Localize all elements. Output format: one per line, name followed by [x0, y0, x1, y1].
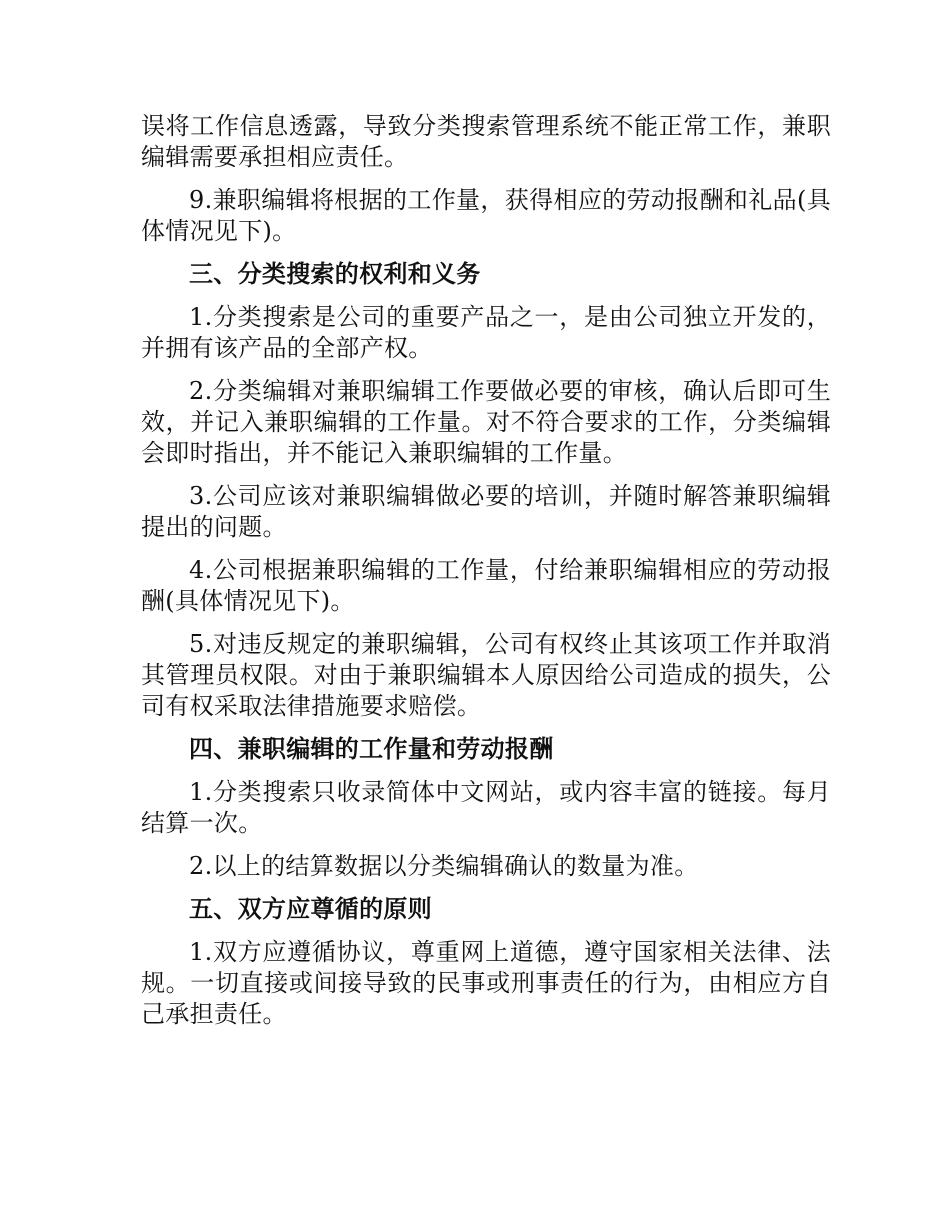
paragraph-continuation: 误将工作信息透露，导致分类搜索管理系统不能正常工作，兼职编辑需要承担相应责任。	[141, 112, 831, 171]
paragraph-4-item-1: 1.分类搜索只收录简体中文网站，或内容丰富的链接。每月结算一次。	[141, 778, 831, 837]
paragraph-4-item-2: 2.以上的结算数据以分类编辑确认的数量为准。	[189, 852, 699, 880]
paragraph-3-item-2: 2.分类编辑对兼职编辑工作要做必要的审核，确认后即可生效，并记入兼职编辑的工作量。对不符合要求的工作，分类编辑会即时指出，并不能记入兼职编辑的工作量。	[141, 377, 831, 467]
section-heading-4: 四、兼职编辑的工作量和劳动报酬	[189, 735, 554, 763]
section-heading-3: 三、分类搜索的权利和义务	[189, 260, 481, 288]
document-page	[141, 111, 831, 1042]
paragraph-item-9: 9.兼职编辑将根据的工作量，获得相应的劳动报酬和礼品(具体情况见下)。	[141, 186, 831, 245]
section-heading-5: 五、双方应尊循的原则	[189, 895, 432, 923]
paragraph-5-item-1: 1.双方应遵循协议，尊重网上道德，遵守国家相关法律、法规。一切直接或间接导致的民事或刑事责任的行为，由相应方自己承担责任。	[141, 938, 831, 1028]
paragraph-3-item-5: 5.对违反规定的兼职编辑，公司有权终止其该项工作并取消其管理员权限。对由于兼职编辑本人原因给公司造成的损失，公司有权采取法律措施要求赔偿。	[141, 630, 831, 720]
paragraph-3-item-4: 4.公司根据兼职编辑的工作量，付给兼职编辑相应的劳动报酬(具体情况见下)。	[141, 556, 831, 615]
paragraph-3-item-3: 3.公司应该对兼职编辑做必要的培训，并随时解答兼职编辑提出的问题。	[141, 482, 831, 541]
paragraph-3-item-1: 1.分类搜索是公司的重要产品之一，是由公司独立开发的，并拥有该产品的全部产权。	[141, 303, 831, 362]
